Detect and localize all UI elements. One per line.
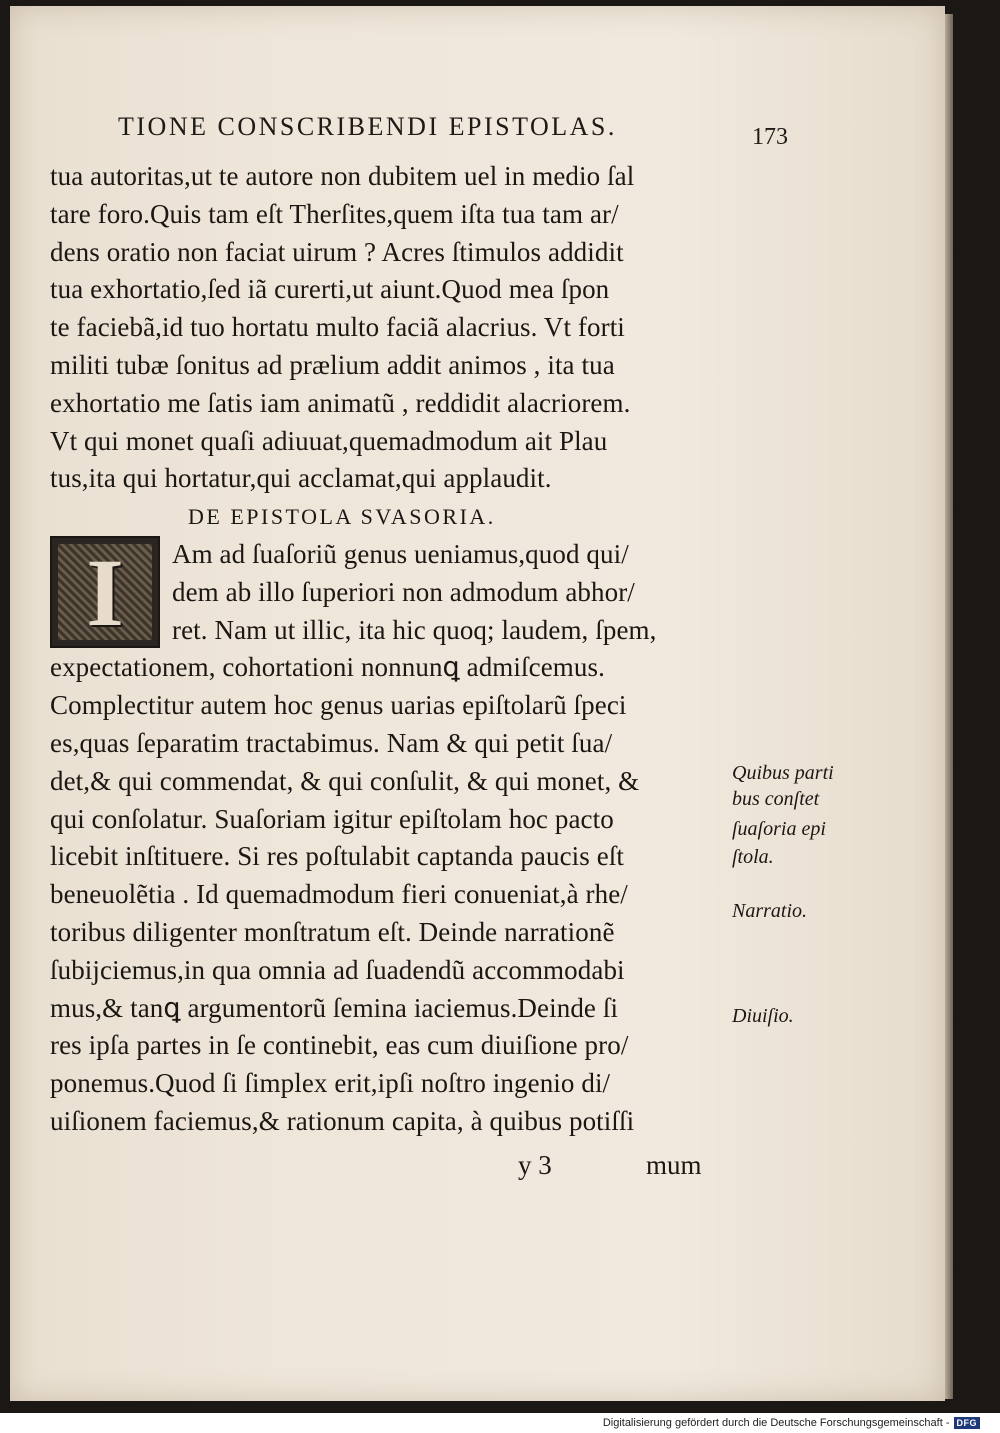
initial-letter: I — [86, 538, 124, 646]
text-line: Vt qui monet quaſi adiuuat,quemadmodum ait Plau — [50, 425, 608, 456]
main-text — [50, 158, 740, 1141]
text-line: res ipſa partes in ſe continebit, eas cum diuiſione pro/ — [50, 1030, 629, 1061]
text-line: dem ab illo ſuperiori non admodum abhor/ — [172, 576, 635, 607]
page-edge — [945, 14, 953, 1399]
margin-note: Narratio. — [732, 900, 808, 922]
text-line: te faciebã,id tuo hortatu multo faciã alacrius. Vt forti — [50, 312, 625, 343]
text-line: dens oratio non faciat uirum ? Acres ſtimulos addidit — [50, 236, 624, 267]
margin-note: Diuiſio. — [732, 1005, 794, 1027]
section-heading: DE EPISTOLA SVASORIA. — [188, 504, 496, 530]
text-line: uiſionem faciemus,& rationum capita, à quibus potiſſi — [50, 1105, 635, 1136]
text-line: Complectitur autem hoc genus uarias epiſtolarũ ſpeci — [50, 690, 627, 721]
margin-note: ſtola. — [732, 846, 774, 868]
digitization-credit — [603, 1417, 980, 1429]
text-line: tua autoritas,ut te autore non dubitem uel in medio ſal — [50, 161, 635, 191]
text-line: ret. Nam ut illic, ita hic quoq; laudem, ſpem, — [172, 614, 657, 645]
catchword: mum — [646, 1150, 702, 1180]
text-line: expectationem, cohortationi nonnunꝗ admiſcemus. — [50, 652, 605, 683]
text-line: qui conſolatur. Suaſoriam igitur epiſtolam hoc pacto — [50, 803, 614, 834]
text-line: toribus diligenter monſtratum eſt. Deinde narrationẽ — [50, 916, 615, 947]
text-line: es,quas ſeparatim tractabimus. Nam & qui petit ſua/ — [50, 727, 613, 758]
running-title: TIONE CONSCRIBENDI EPISTOLAS. — [118, 112, 617, 141]
credit-text: Digitalisierung gefördert durch die Deutsche Forschungsgemeinschaft - — [602, 1417, 950, 1429]
text-line: tare foro.Quis tam eſt Therſites,quem iſta tua tam ar/ — [50, 198, 619, 229]
decorated-initial — [50, 536, 160, 648]
text-line: mus,& tanꝗ argumentorũ ſemina iaciemus.Deinde ſi — [50, 992, 619, 1023]
text-line: tua exhortatio,ſed iã curerti,ut aiunt.Quod mea ſpon — [50, 274, 610, 305]
margin-note: ſuaſoria epi — [732, 818, 826, 840]
text-line: det,& qui commendat, & qui conſulit, & qui monet, & — [50, 765, 640, 796]
signature-mark: y 3 — [518, 1150, 552, 1180]
text-line: licebit inſtituere. Si res poſtulabit captanda paucis eſt — [50, 841, 625, 872]
text-line: Am ad ſuaſoriũ genus ueniamus,quod qui/ — [172, 538, 629, 569]
text-line: ponemus.Quod ſi ſimplex erit,ipſi noſtro ingenio di/ — [50, 1068, 611, 1099]
text-line: beneuolẽtia . Id quemadmodum fieri conueniat,à rhe/ — [50, 879, 628, 910]
margin-note: bus conſtet — [732, 788, 820, 810]
margin-note: Quibus parti — [732, 762, 834, 784]
text-line: militi tubæ ſonitus ad prælium addit animos , ita tua — [50, 349, 615, 380]
text-line: tus,ita qui hortatur,qui acclamat,qui applaudit. — [50, 463, 552, 494]
text-line: ſubijciemus,in qua omnia ad ſuadendũ accommodabi — [50, 954, 625, 985]
folio-number: 173 — [752, 124, 788, 150]
dfg-logo: DFG — [954, 1417, 981, 1429]
text-line: exhortatio me ſatis iam animatũ , reddidit alacriorem. — [50, 387, 631, 418]
